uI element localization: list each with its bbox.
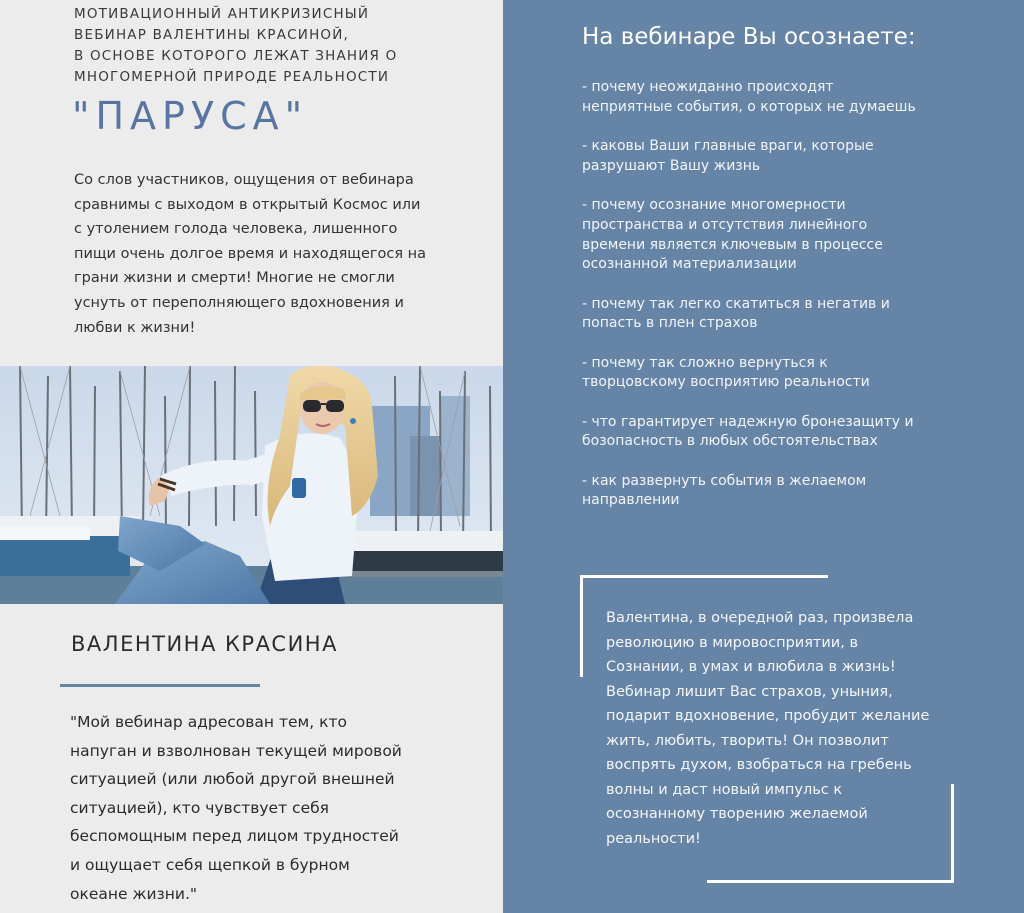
benefit-item [582,295,982,335]
review-text [606,606,946,851]
benefit-item [582,413,982,453]
intro-text [74,4,494,88]
paragraph-line: грани жизни и смерти! Многие не смогли [74,270,395,287]
review-line: Сознании, в умах и влюбила в жизнь! [606,659,896,675]
quote-line: и ощущает себя щепкой в бурном [70,855,350,874]
review-line: волны и даст новый импульс к [606,781,843,798]
review-line: воспрять духом, взобраться на гребень [606,757,912,773]
marina-photo [0,366,503,604]
benefit-item [582,196,982,275]
review-line: жить, любить, творить! Он позволит [606,732,889,749]
review-frame-left [580,575,583,677]
benefit-line: попасть в плен страхов [582,315,758,332]
benefit-item [582,354,982,394]
intro-line: В ОСНОВЕ КОТОРОГО ЛЕЖАТ ЗНАНИЯ О [74,48,398,64]
participants-paragraph [74,168,434,340]
benefit-line: - почему неожиданно происходят [582,79,834,95]
webinar-title: "ПАРУСА" [72,94,309,138]
paragraph-line: любви к жизни! [74,319,196,336]
quote-line: океане жизни." [70,884,198,903]
benefit-line: времени является ключевым в процессе [582,236,883,253]
intro-line: ВЕБИНАР ВАЛЕНТИНЫ КРАСИНОЙ, [74,27,350,43]
review-line: революцию в мировосприятии, в [606,634,858,651]
benefits-heading: На вебинаре Вы осознаете: [582,24,916,50]
benefit-item [582,78,982,118]
review-line: подарит вдохновение, пробудит желание [606,708,930,724]
benefit-line: пространства и отсутствия линейного [582,216,868,233]
review-frame-top [580,575,828,578]
review-line: реальности! [606,830,701,847]
paragraph-line: уснуть от переполняющего вдохновения и [74,294,404,311]
benefit-item [582,472,982,512]
review-line: осознанному творению желаемой [606,806,868,822]
benefit-line: - почему осознание многомерности [582,196,846,213]
author-name: ВАЛЕНТИНА КРАСИНА [71,632,338,656]
benefit-line: направлении [582,492,680,509]
benefit-line: бозопасность в любых обстоятельствах [582,433,878,450]
intro-line: МНОГОМЕРНОЙ ПРИРОДЕ РЕАЛЬНОСТИ [74,69,390,85]
benefits-list [582,78,982,530]
benefit-line: - каковы Ваши главные враги, которые [582,137,874,154]
benefit-line: разрушают Вашу жизнь [582,157,761,174]
quote-line: ситуацией (или любой другой внешней [70,770,395,789]
quote-line: напуган и взволнован текущей мировой [70,741,402,760]
benefit-line: творцовскому восприятию реальности [582,374,870,391]
paragraph-line: с утолением голода человека, лишенного [74,221,398,238]
review-line: Вебинар лишит Вас страхов, уныния, [606,683,893,700]
benefit-line: - что гарантирует надежную бронезащиту и [582,413,914,430]
benefit-item [582,137,982,177]
quote-line: ситуацией), кто чувствует себя [70,798,329,817]
benefit-line: осознанной материализации [582,256,797,273]
review-frame-bottom [707,880,954,883]
quote-line: беспомощным перед лицом трудностей [70,827,399,846]
author-quote [70,708,490,908]
author-underline [60,684,260,687]
intro-line: МОТИВАЦИОННЫЙ АНТИКРИЗИСНЫЙ [74,6,370,22]
benefit-line: - почему так легко скатиться в негатив и [582,295,890,312]
paragraph-line: Со слов участников, ощущения от вебинара [74,172,414,188]
benefit-line: - почему так сложно вернуться к [582,354,828,371]
benefit-line: - как развернуть события в желаемом [582,472,867,489]
review-frame-right [951,784,954,883]
benefit-line: неприятные события, о которых не думаешь [582,98,916,115]
paragraph-line: пищи очень долгое время и находящегося на [74,245,427,262]
paragraph-line: сравнимы с выходом в открытый Космос или [74,196,421,213]
review-line: Валентина, в очередной раз, произвела [606,610,914,626]
quote-line: "Мой вебинар адресован тем, кто [70,713,347,731]
